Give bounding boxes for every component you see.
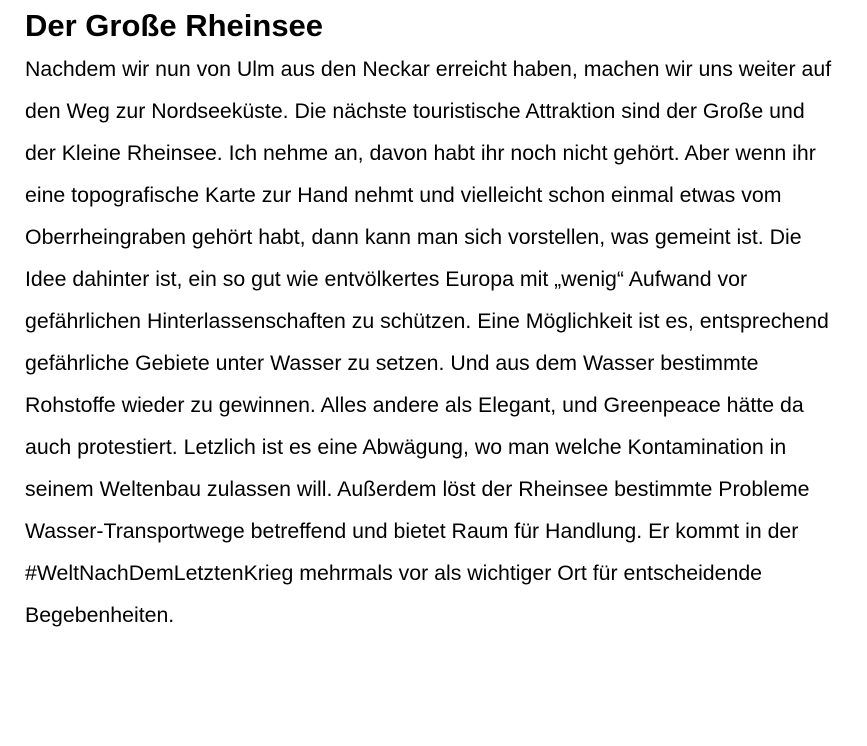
article-title: Der Große Rheinsee — [25, 8, 324, 43]
article-body-paragraph: Nachdem wir nun von Ulm aus den Neckar erreicht haben, machen wir uns weiter auf den Weg zur Nordseeküste. Die nächste touristische Attraktion sind der Große und der Kleine Rheinsee. Ich nehme an, davon habt ihr noch nicht gehört. Aber wenn ihr eine topografische Karte zur Hand nehmt und vielleicht schon einmal etwas vom Oberrheingraben gehört habt, dann kann man sich vorstellen, was gemeint ist. Die Idee dahinter ist, ein so gut wie entvölkertes Europa mit „wenig“ Aufwand vor gefährlichen Hinterlassenschaften zu schützen. Eine Möglichkeit ist es, entsprechend gefährliche Gebiete unter Wasser zu setzen. Und aus dem Wasser bestimmte Rohstoffe wieder zu gewinnen. Alles andere als Elegant, und Greenpeace hätte da auch protestiert. Letzlich ist es eine Abwägung, wo man welche Kontamination in seinem Weltenbau zulassen will. Außerdem löst der Rheinsee bestimmte Probleme Wasser-Transportwege betreffend und bietet Raum für Handlung. Er kommt in der #WeltNachDemLetztenKrieg mehrmals vor als wichtiger Ort für entscheidende Begebenheiten. — [25, 57, 832, 627]
article — [25, 6, 835, 636]
